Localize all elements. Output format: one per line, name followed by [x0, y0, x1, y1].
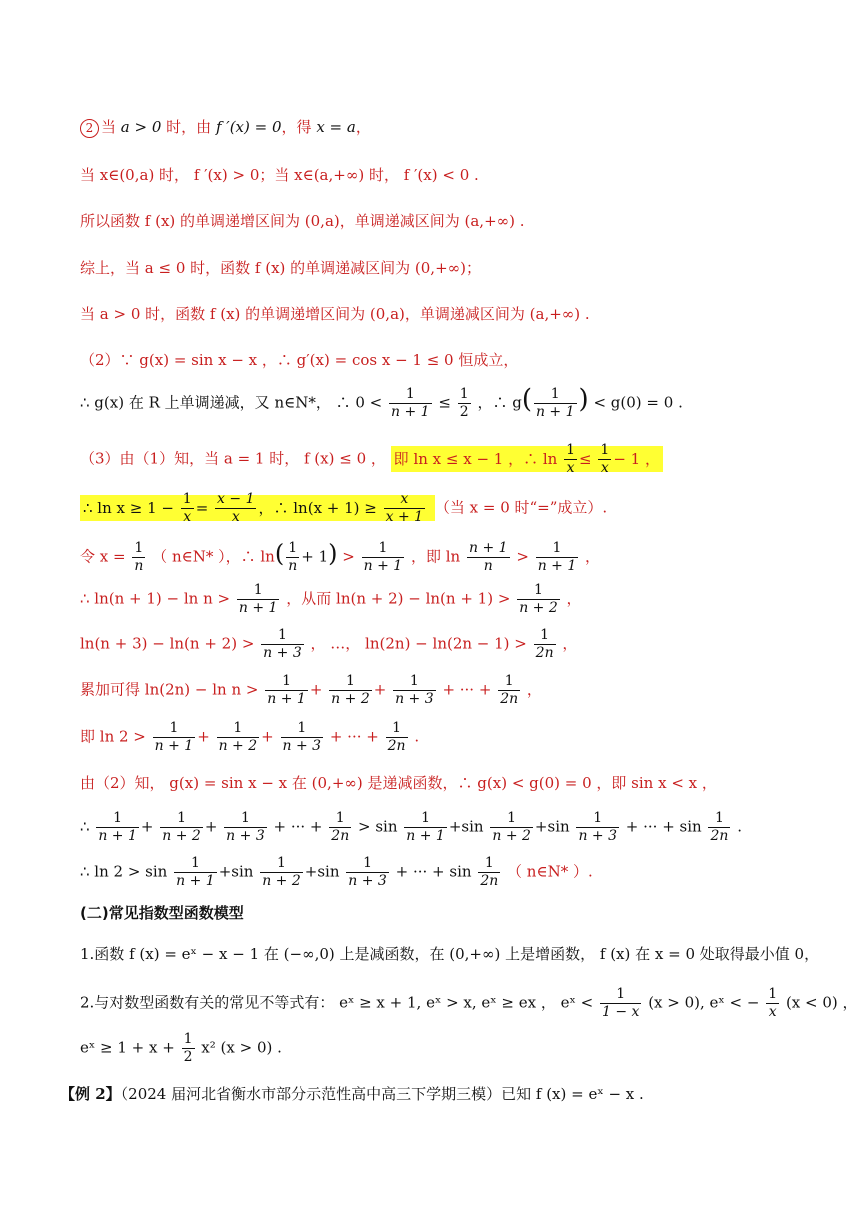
part2-line2: ∴ g(x) 在 R 上单调递减，又 n∈N*， ∴ 0 < $\frac{1}{n + 1}$ ≤ $\frac{1}{2}$ ，∴ g( $\frac{1}{n + 1}$ ) < g(0) = 0 . — [80, 384, 683, 420]
interval-line: 当 x∈(0,a) 时， f ′(x) > 0；当 x∈(a,+∞) 时， f ′(x) < 0 . — [80, 166, 479, 184]
section2-item1: 1.函数 f (x) = eˣ − x − 1 在 (−∞,0) 上是减函数，在 (0,+∞) 上是增函数， f (x) 在 x = 0 处取得最小值 0， — [80, 945, 820, 963]
part3-line5: ln(n + 3) − ln(n + 2) > $\frac{1}{n + 3}$ ， …， ln(2n) − ln(2n − 1) > $\frac{1}{2n}$ ， — [80, 627, 578, 661]
part3-line4: ∴ ln(n + 1) − ln n > $\frac{1}{n + 1}$ ，从而 ln(n + 2) − ln(n + 1) > $\frac{1}{n + 2}$ ， — [80, 582, 582, 616]
part2-line1: （2）∵ g(x) = sin x − x ，∴ g′(x) = cos x − 1 ≤ 0 恒成立， — [80, 351, 519, 369]
part3-line1: （3）由（1）知，当 a = 1 时， f (x) ≤ 0 ， 即 ln x ≤ x − 1 ，∴ ln $\frac{1}{x}$ ≤ $\frac{1}{x}$ − 1 ， — [80, 442, 828, 477]
example-text: （2024 届河北省衡水市部分示范性高中高三下学期三模）已知 f (x) = eˣ − x . — [120, 1085, 644, 1103]
summary-line-2: 当 a > 0 时，函数 f (x) 的单调递增区间为 (0,a)，单调递减区间为 (a,+∞) . — [80, 305, 590, 323]
fraction: $\frac{1}{n + 1}$ — [535, 386, 575, 420]
section2-item2: 2.与对数型函数有关的常见不等式有： eˣ ≥ x + 1, eˣ > x, eˣ ≥ ex ， eˣ < $\frac{1}{1 - x}$ (x > 0), eˣ < − $\frac{1}{x}$ (x < 0) ， — [80, 986, 858, 1020]
part3-line2: ∴ ln x ≥ 1 − $\frac{1}{x}$ = $\frac{x - 1}{x}$ ，∴ ln(x + 1) ≥ $\frac{x}{x + 1}$ （当 x = 0 时“=”成立）. — [80, 491, 828, 526]
part3-line7: 即 ln 2 > $\frac{1}{n + 1}$ + $\frac{1}{n + 2}$ + $\frac{1}{n + 3}$ + ··· + $\frac{1}{2n}$ . — [80, 720, 420, 754]
part3-line6: 累加可得 ln(2n) − ln n > $\frac{1}{n + 1}$ + $\frac{1}{n + 2}$ + $\frac{1}{n + 3}$ + ··· + $\frac{1}{2n}$ ， — [80, 673, 542, 707]
conclusion-line: 所以函数 f (x) 的单调递增区间为 (0,a)，单调递减区间为 (a,+∞) . — [80, 212, 525, 230]
summary-line-1: 综上，当 a ≤ 0 时，函数 f (x) 的单调递减区间为 (0,+∞)； — [80, 259, 481, 277]
part3-line10: ∴ ln 2 > sin $\frac{1}{n + 1}$ +sin $\frac{1}{n + 2}$ +sin $\frac{1}{n + 3}$ + ··· + sin $\frac{1}{2n}$ （ n∈N* ）. — [80, 855, 593, 889]
example-line — [60, 1083, 828, 1105]
circled-number: 2 — [80, 119, 99, 138]
part3-line9: ∴ $\frac{1}{n + 1}$ + $\frac{1}{n + 2}$ + $\frac{1}{n + 3}$ + ··· + $\frac{1}{2n}$ > sin $\frac{1}{n + 1}$ +sin $\frac{1}{n + 2}$ +sin $\frac{1}{n + 3}$ + ··· + sin $\frac{1}{2n}$ . — [80, 810, 742, 844]
fraction: $\frac{1}{n + 1}$ — [391, 386, 430, 420]
case2-line: 2 当 a > 0 时，由 f ′(x) = 0，得 x = a， — [80, 116, 828, 138]
fraction: $\frac{1}{2}$ — [459, 386, 469, 420]
part3-line3: 令 x = $\frac{1}{n}$ （ n∈N* ），∴ ln( $\frac{1}{n}$ + 1) > $\frac{1}{n + 1}$ ，即 ln $\frac{n + 1}{n}$ > $\frac{1}{n + 1}$ ， — [80, 539, 601, 574]
highlight: 即 ln x ≤ x − 1 ，∴ ln $\frac{1}{x}$ ≤ $\frac{1}{x}$ − 1 ， — [391, 446, 663, 472]
part3-line8: 由（2）知， g(x) = sin x − x 在 (0,+∞) 是递减函数，∴ g(x) < g(0) = 0 ，即 sin x < x ， — [80, 774, 717, 792]
example-label: 【例 2】 — [60, 1085, 121, 1103]
highlight: ∴ ln x ≥ 1 − $\frac{1}{x}$ = $\frac{x - 1}{x}$ ，∴ ln(x + 1) ≥ $\frac{x}{x + 1}$ — [80, 495, 435, 521]
section-heading: (二)常见指数型函数模型 — [80, 904, 244, 922]
section2-item3: eˣ ≥ 1 + x + $\frac{1}{2}$ x² (x > 0) . — [80, 1031, 282, 1065]
